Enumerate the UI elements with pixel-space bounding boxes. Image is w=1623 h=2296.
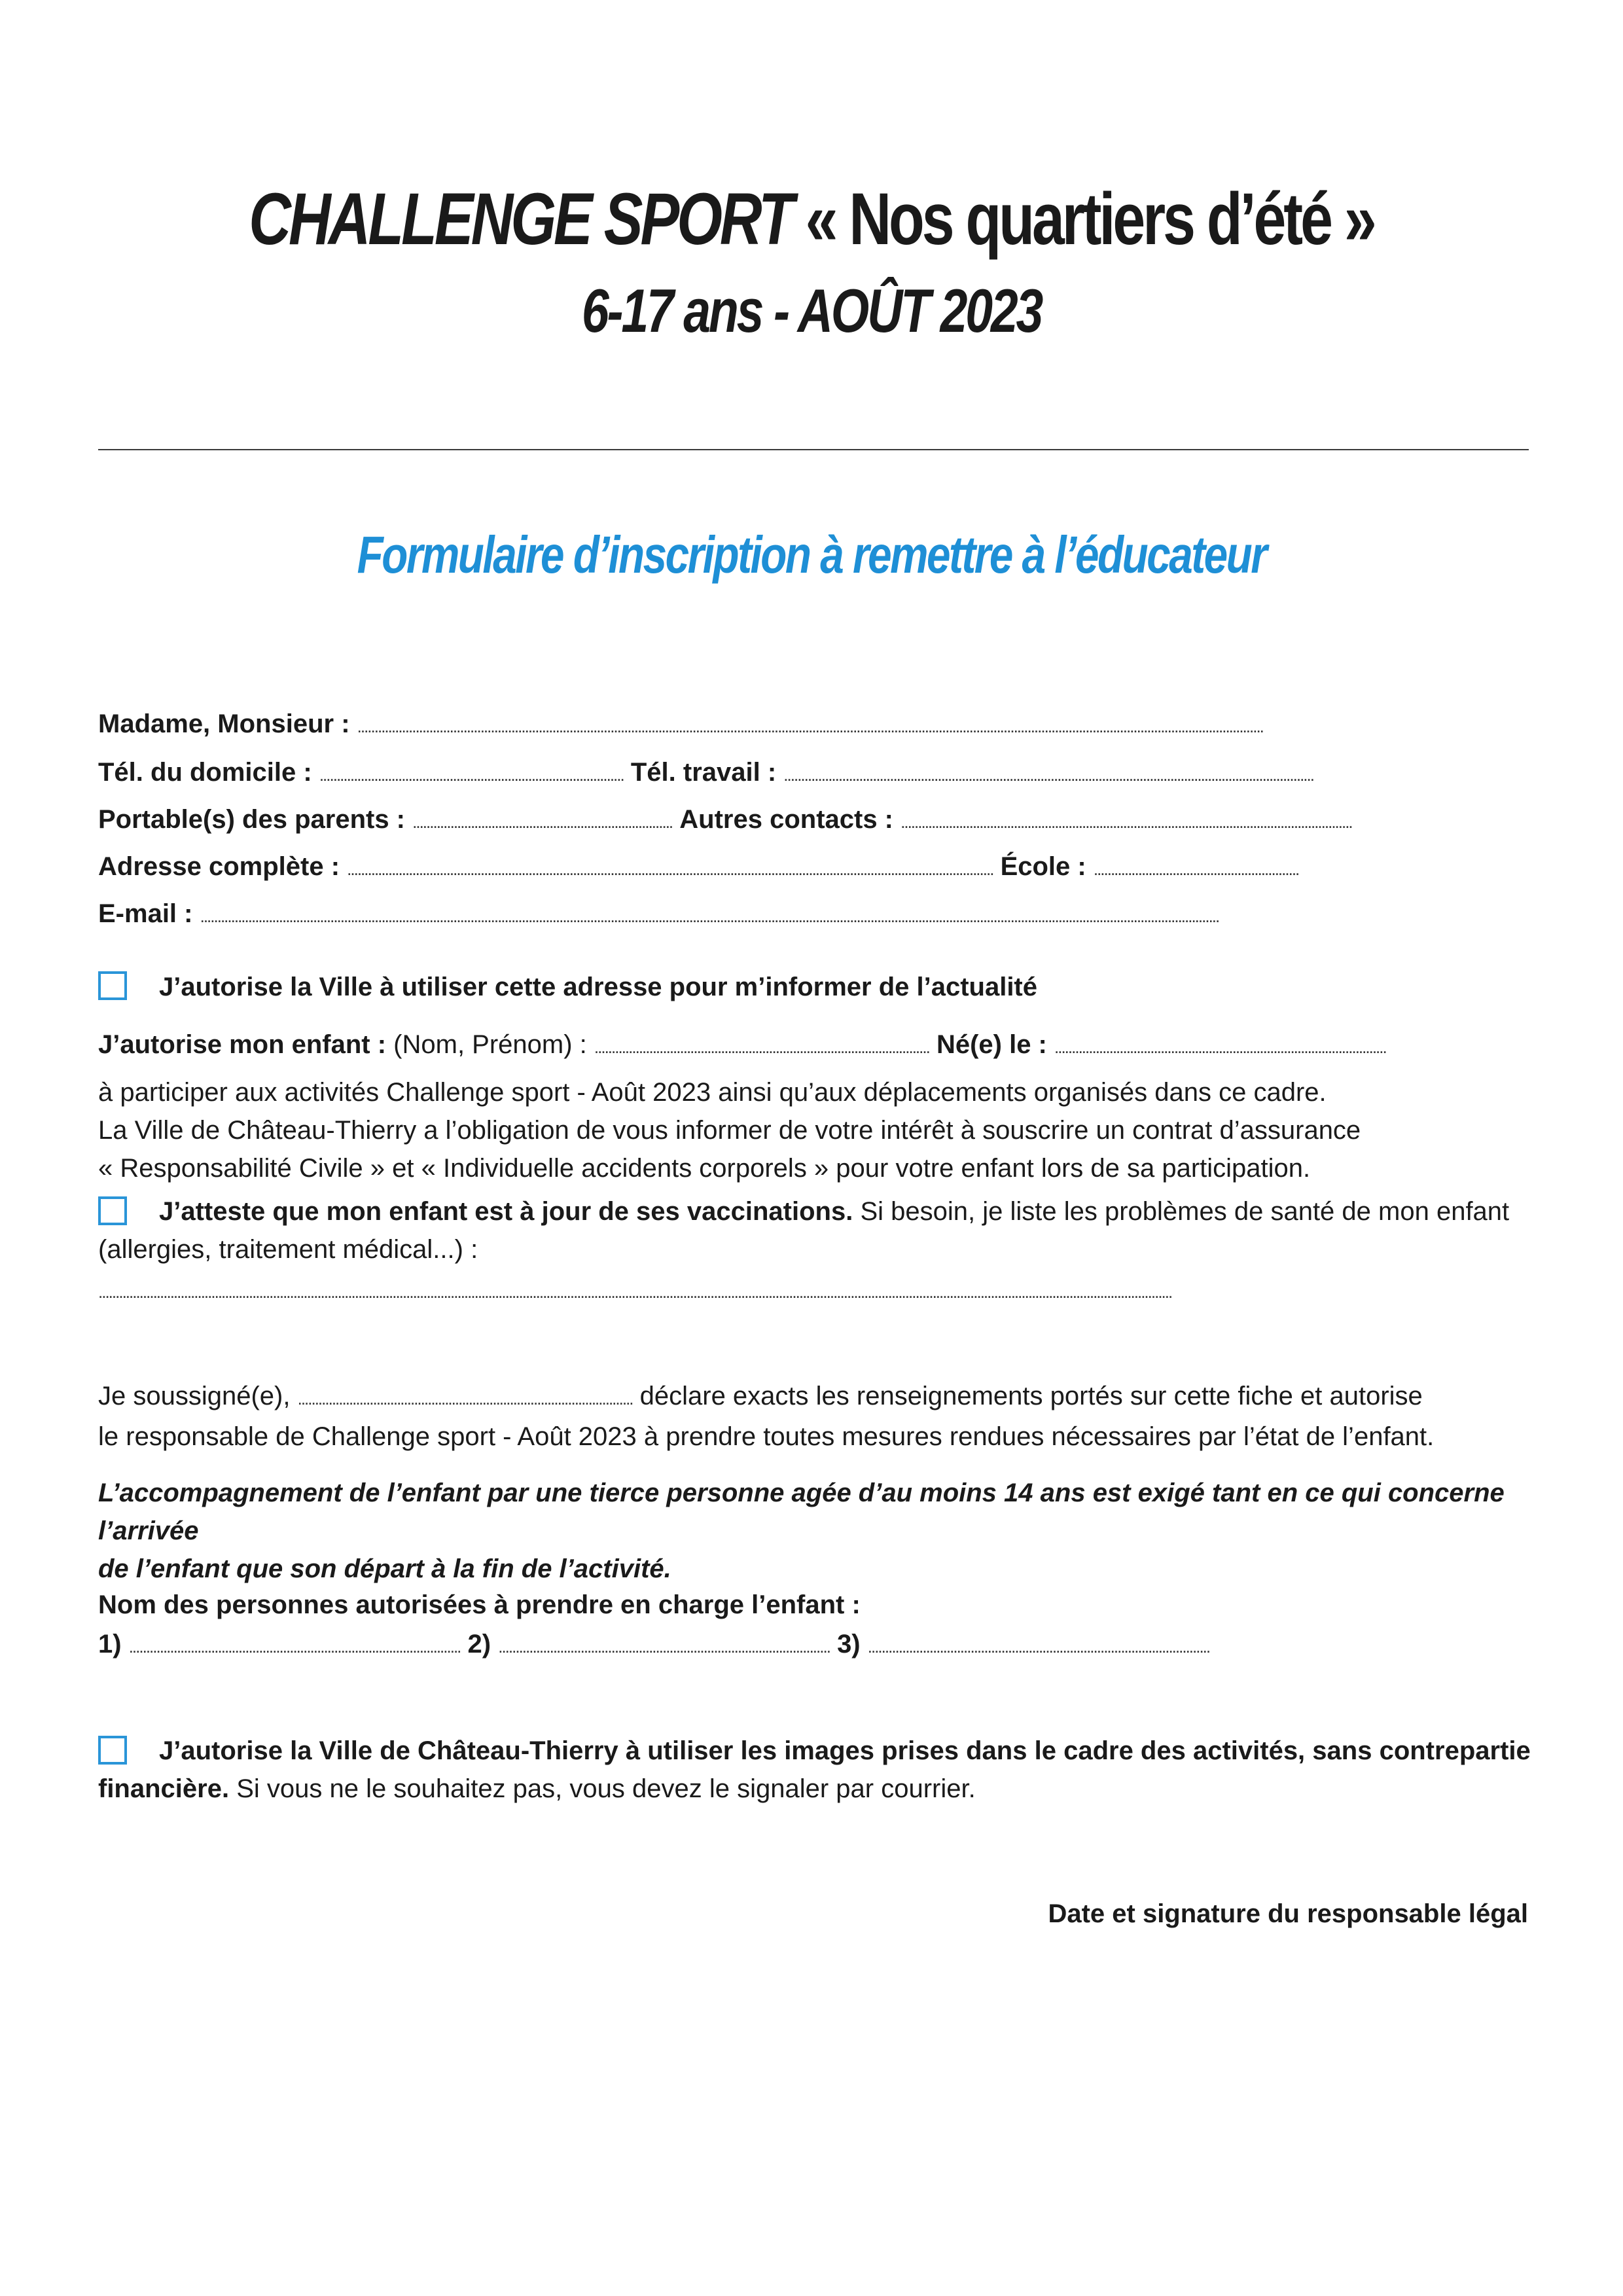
field-adresse[interactable]: ............................................................................................................................................................................................. [347, 859, 993, 879]
field-tel-travail[interactable]: ........................................................................................................................................................... [783, 765, 1313, 785]
row-adresse [98, 851, 1298, 885]
signature-label: Date et signature du responsable légal [1048, 1899, 1528, 1928]
divider [98, 449, 1529, 450]
row-sante [98, 1274, 1171, 1308]
label-info-consent-text: J’autorise la Ville à utiliser cette adresse pour m’informer de l’actualité [159, 973, 1037, 1001]
participation-line-1: à participer aux activités Challenge sport - Août 2023 ainsi qu’aux déplacements organisés dans ce cadre. [98, 1078, 1327, 1107]
participation-line-3: « Responsabilité Civile » et « Individuelle accidents corporels » pour votre enfant lors de sa participation. [98, 1154, 1311, 1183]
row-tel [98, 757, 1313, 791]
field-tel-domicile[interactable]: ......................................................................................... [319, 765, 624, 785]
field-soussigne[interactable]: .................................................................................................. [297, 1389, 633, 1408]
declaration-prefix: Je soussigné(e), [98, 1382, 298, 1410]
accompaniment-line-2: de l’enfant que son départ à la fin de l’activité. [98, 1554, 671, 1583]
field-ecole[interactable]: ............................................................ [1093, 859, 1299, 879]
label-enfant-sub: (Nom, Prénom) : [386, 1030, 594, 1059]
form-title: Formulaire d’inscription à remettre à l’éducateur [357, 526, 1266, 584]
row-portables [98, 804, 1352, 838]
vaccination-rest: Si besoin, je liste les problèmes de santé de mon enfant [853, 1197, 1510, 1226]
images-bold-1: J’autorise la Ville de Château-Thierry à utiliser les images prises dans le cadre des activités, sans contrepartie [159, 1736, 1531, 1765]
row-authorized [98, 1628, 1209, 1662]
field-portables[interactable]: ............................................................................ [412, 812, 673, 832]
accompaniment-text [98, 1474, 1531, 1588]
label-ecole: École : [1000, 852, 1086, 881]
images-text [98, 1732, 1531, 1808]
images-rest: Si vous ne le souhaitez pas, vous devez le signaler par courrier. [229, 1774, 976, 1803]
accompaniment-line-1: L’accompagnement de l’enfant par une tierce personne agée d’au moins 14 ans est exigé tant en ce qui concerne l’arrivée [98, 1479, 1505, 1545]
label-madame: Madame, Monsieur : [98, 709, 350, 738]
participation-line-2: La Ville de Château-Thierry a l’obligation de vous informer de votre intérêt à souscrire un contrat d’assurance [98, 1116, 1361, 1145]
label-enfant: J’autorise mon enfant : [98, 1030, 387, 1059]
authorized-title [98, 1589, 861, 1621]
declaration-line-2: le responsable de Challenge sport - Août 2023 à prendre toutes mesures rendues nécessaires par l’état de l’enfant. [98, 1422, 1435, 1451]
field-madame[interactable]: ......................................................................................................................................................................................................................................................................... [357, 717, 1263, 736]
row-madame [98, 708, 1263, 742]
label-portables: Portable(s) des parents : [98, 805, 406, 834]
field-ne-le[interactable]: ................................................................................................. [1054, 1037, 1386, 1057]
label-person-2: 2) [467, 1630, 491, 1659]
field-person-1[interactable]: ................................................................................................. [128, 1637, 461, 1657]
row-enfant [98, 1029, 1386, 1063]
images-bold-2: financière. [98, 1774, 230, 1803]
label-ne-le: Né(e) le : [936, 1030, 1047, 1059]
label-tel-domicile: Tél. du domicile : [98, 758, 312, 787]
label-autres-contacts: Autres contacts : [679, 805, 894, 834]
row-email [98, 898, 1219, 932]
declaration-text [98, 1377, 1531, 1456]
vaccination-text [98, 1193, 1531, 1268]
participation-text [98, 1073, 1531, 1187]
field-enfant-nom[interactable]: .................................................................................................. [594, 1037, 929, 1057]
label-info-consent [159, 971, 1037, 1003]
field-autres-contacts[interactable]: .................................................................................................................................... [901, 812, 1352, 832]
title-challenge-sport: CHALLENGE SPORT [249, 178, 792, 260]
label-tel-travail: Tél. travail : [630, 758, 777, 787]
field-person-2[interactable]: ................................................................................................. [498, 1637, 830, 1657]
vaccination-line-2: (allergies, traitement médical...) : [98, 1235, 478, 1264]
field-email[interactable]: .......................................................................................................................................................................................................................................................................................................... [200, 906, 1219, 926]
label-person-3: 3) [837, 1630, 861, 1659]
checkbox-info-consent[interactable] [98, 971, 127, 1000]
page-subtitle: 6-17 ans - AOÛT 2023 [581, 276, 1042, 345]
title-quartiers: « Nos quartiers d’été » [791, 178, 1374, 260]
label-adresse: Adresse complète : [98, 852, 340, 881]
label-person-1: 1) [98, 1630, 122, 1659]
declaration-suffix: déclare exacts les renseignements portés sur cette fiche et autorise [632, 1382, 1423, 1410]
page-title [162, 177, 1461, 262]
field-sante[interactable]: .......................................................................................................................................................................................................................................................................................................................... [98, 1282, 1172, 1302]
authorized-title-text: Nom des personnes autorisées à prendre en charge l’enfant : [98, 1590, 861, 1619]
vaccination-bold: J’atteste que mon enfant est à jour de ses vaccinations. [159, 1197, 853, 1226]
field-person-3[interactable]: .................................................................................................... [867, 1637, 1210, 1657]
label-email: E-mail : [98, 899, 193, 928]
